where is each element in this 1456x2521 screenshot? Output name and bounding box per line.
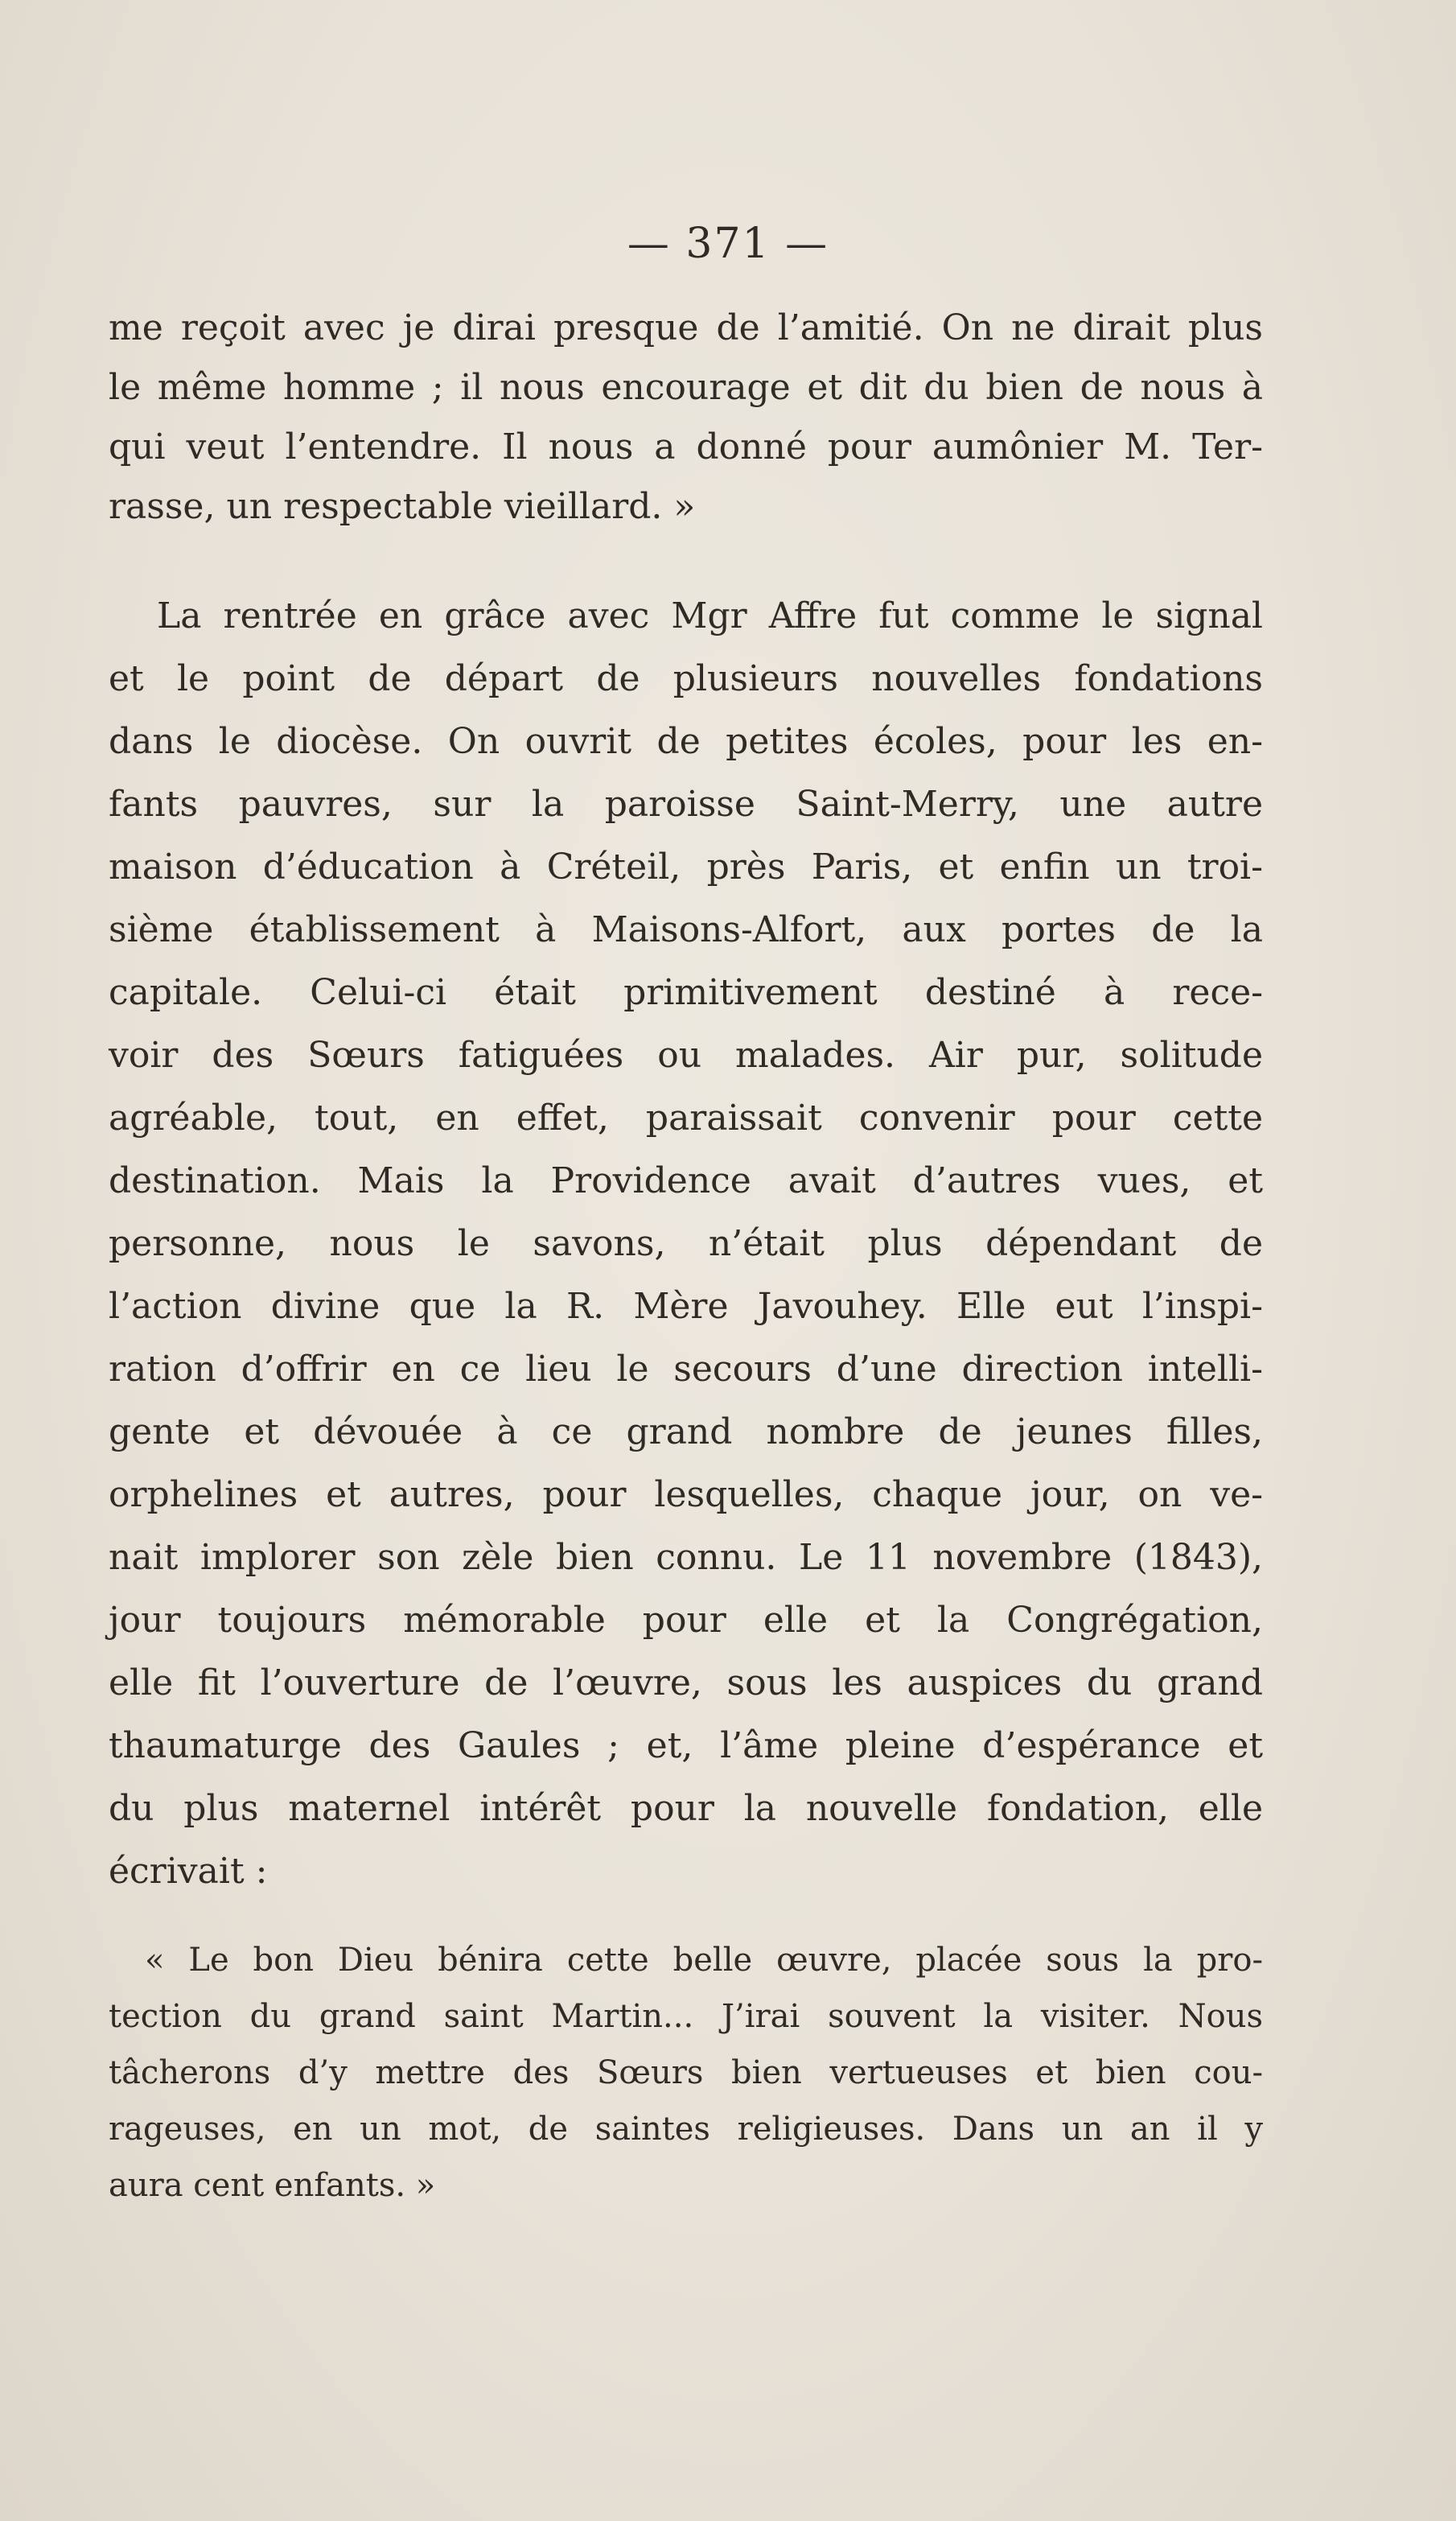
text-line: écrivait :	[109, 1851, 268, 1892]
text-line: qui veut l’entendre. Il nous a donné pour aumônier M. Ter-	[109, 426, 1263, 468]
page-number: — 371 —	[627, 220, 829, 268]
text-line: rasse, un respectable vieillard. »	[109, 486, 696, 527]
text-line: nait implorer son zèle bien connu. Le 11 novembre (1843),	[109, 1537, 1263, 1578]
text-line: me reçoit avec je dirai presque de l’amitié. On ne dirait plus	[109, 307, 1263, 348]
text-line: jour toujours mémorable pour elle et la Congrégation,	[109, 1600, 1263, 1641]
text-line: dans le diocèse. On ouvrit de petites écoles, pour les en-	[109, 721, 1263, 762]
text-line: destination. Mais la Providence avait d’autres vues, et	[109, 1160, 1263, 1201]
text-line: La rentrée en grâce avec Mgr Affre fut comme le signal	[157, 595, 1263, 636]
text-line: agréable, tout, en effet, paraissait convenir pour cette	[109, 1098, 1263, 1139]
text-line: et le point de départ de plusieurs nouvelles fondations	[109, 658, 1263, 699]
text-line: maison d’éducation à Créteil, près Paris, et enfin un troi-	[109, 847, 1263, 888]
text-line: ration d’offrir en ce lieu le secours d’une direction intelli-	[109, 1349, 1263, 1390]
text-line: fants pauvres, sur la paroisse Saint-Merry, une autre	[109, 784, 1263, 825]
quote-line: rageuses, en un mot, de saintes religieuses. Dans un an il y	[109, 2111, 1263, 2148]
text-line: sième établissement à Maisons-Alfort, aux portes de la	[109, 909, 1263, 950]
text-line: capitale. Celui-ci était primitivement destiné à rece-	[109, 972, 1263, 1013]
text-line: gente et dévouée à ce grand nombre de jeunes filles,	[109, 1411, 1263, 1452]
text-line: elle fit l’ouverture de l’œuvre, sous les auspices du grand	[109, 1662, 1263, 1703]
text-line: orphelines et autres, pour lesquelles, chaque jour, on ve-	[109, 1474, 1263, 1515]
quote-line: « Le bon Dieu bénira cette belle œuvre, placée sous la pro-	[145, 1942, 1263, 1979]
quote-line: tection du grand saint Martin... J’irai souvent la visiter. Nous	[109, 1998, 1263, 2035]
text-line: personne, nous le savons, n’était plus dépendant de	[109, 1223, 1263, 1264]
text-line: thaumaturge des Gaules ; et, l’âme pleine d’espérance et	[109, 1725, 1263, 1766]
text-line: voir des Sœurs fatiguées ou malades. Air pur, solitude	[109, 1035, 1263, 1076]
text-line: le même homme ; il nous encourage et dit du bien de nous à	[109, 367, 1263, 408]
quote-line: tâcherons d’y mettre des Sœurs bien vertueuses et bien cou-	[109, 2054, 1263, 2091]
text-line: du plus maternel intérêt pour la nouvelle fondation, elle	[109, 1788, 1263, 1829]
quote-line: aura cent enfants. »	[109, 2167, 436, 2204]
text-line: l’action divine que la R. Mère Javouhey. Elle eut l’inspi-	[109, 1286, 1263, 1327]
